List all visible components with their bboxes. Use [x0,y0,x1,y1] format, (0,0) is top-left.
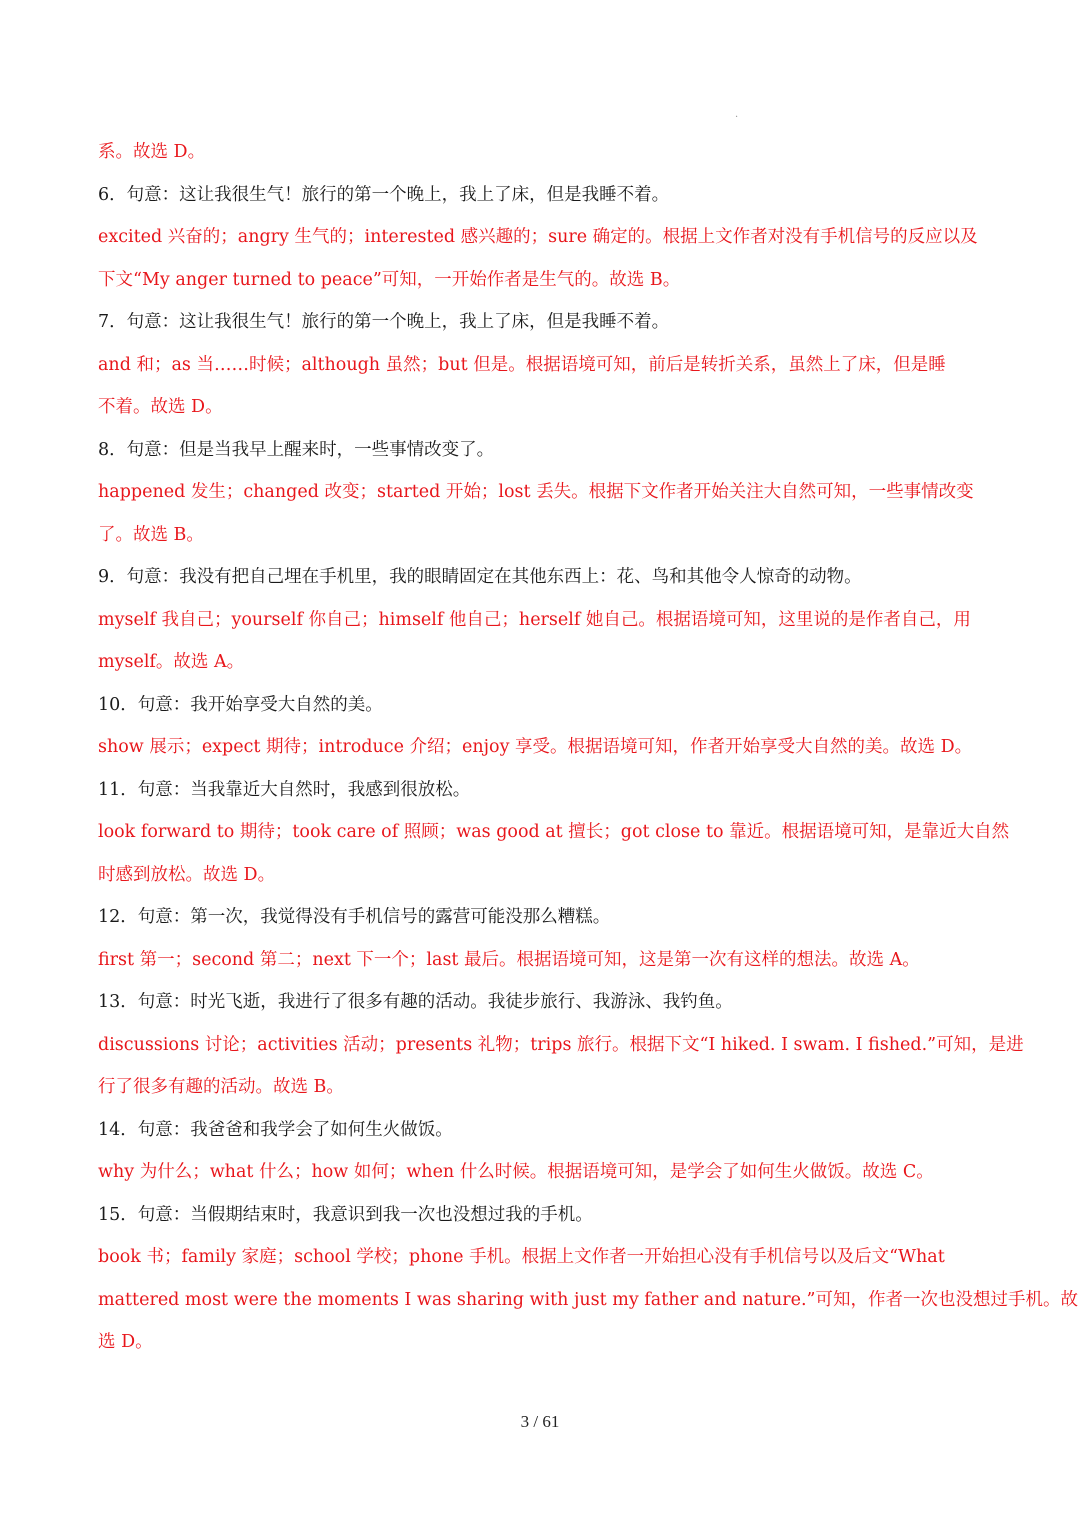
question-line: 12．句意：第一次，我觉得没有手机信号的露营可能没那么糟糕。 [98,907,611,927]
explanation-line: myself 我自己；yourself 你自己；himself 他自己；herself 她自己。根据语境可知，这里说的是作者自己，用 [98,609,971,630]
question-line: 6．句意：这让我很生气！旅行的第一个晚上，我上了床，但是我睡不着。 [98,184,670,205]
explanation-line: book 书；family 家庭；school 学校；phone 手机。根据上文作者一开始担心没有手机信号以及后文“What [98,1247,945,1267]
explanation-line: 下文“My anger turned to peace”可知，一开始作者是生气的。故选 B。 [98,269,681,290]
question-line: 9．句意：我没有把自己埋在手机里，我的眼睛固定在其他东西上：花、鸟和其他令人惊奇的动物。 [98,567,862,587]
explanation-line: look forward to 期待；took care of 照顾；was good at 擅长；got close to 靠近。根据语境可知，是靠近大自然 [98,822,1010,842]
question-line: 13．句意：时光飞逝，我进行了很多有趣的活动。我徒步旅行、我游泳、我钓鱼。 [98,992,733,1012]
question-line: 8．句意：但是当我早上醒来时，一些事情改变了。 [98,439,495,460]
explanation-line: show 展示；expect 期待；introduce 介绍；enjoy 享受。根据语境可知，作者开始享受大自然的美。故选 D。 [98,737,973,757]
explanation-line: 不着。故选 D。 [98,397,223,417]
explanation-line: and 和；as 当……时候；although 虽然；but 但是。根据语境可知，前后是转折关系，虽然上了床，但是睡 [98,354,946,375]
explanation-line: myself。故选 A。 [98,652,245,672]
explanation-line: discussions 讨论；activities 活动；presents 礼物；trips 旅行。根据下文“I hiked. I swam. I fished.”可知，是进 [98,1034,1024,1055]
explanation-line: mattered most were the moments I was sharing with just my father and nature.”可知，作者一次也没想过手机。故 [98,1289,1078,1310]
question-line: 15．句意：当假期结束时，我意识到我一次也没想过我的手机。 [98,1204,593,1225]
question-line: 14．句意：我爸爸和我学会了如何生火做饭。 [98,1119,453,1140]
explanation-line: first 第一；second 第二；next 下一个；last 最后。根据语境可知，这是第一次有这样的想法。故选 A。 [98,949,920,970]
explanation-line: happened 发生；changed 改变；started 开始；lost 丢失。根据下文作者开始关注大自然可知，一些事情改变 [98,482,974,502]
explanation-line: 行了很多有趣的活动。故选 B。 [98,1077,344,1097]
page-number: 3 / 61 [520,1412,560,1431]
header-mark: · [735,112,739,123]
question-line: 11．句意：当我靠近大自然时，我感到很放松。 [98,779,471,800]
question-line: 10．句意：我开始享受大自然的美。 [98,694,383,715]
explanation-line: why 为什么；what 什么；how 如何；when 什么时候。根据语境可知，是学会了如何生火做饭。故选 C。 [98,1162,934,1182]
explanation-line: 系。故选 D。 [98,142,206,162]
explanation-line: excited 兴奋的；angry 生气的；interested 感兴趣的；sure 确定的。根据上文作者对没有手机信号的反应以及 [98,227,978,247]
question-line: 7．句意：这让我很生气！旅行的第一个晚上，我上了床，但是我睡不着。 [98,312,670,332]
answer-explanations [98,131,1078,1364]
explanation-line: 时感到放松。故选 D。 [98,864,276,885]
explanation-line: 选 D。 [98,1332,153,1352]
explanation-line: 了。故选 B。 [98,524,204,545]
